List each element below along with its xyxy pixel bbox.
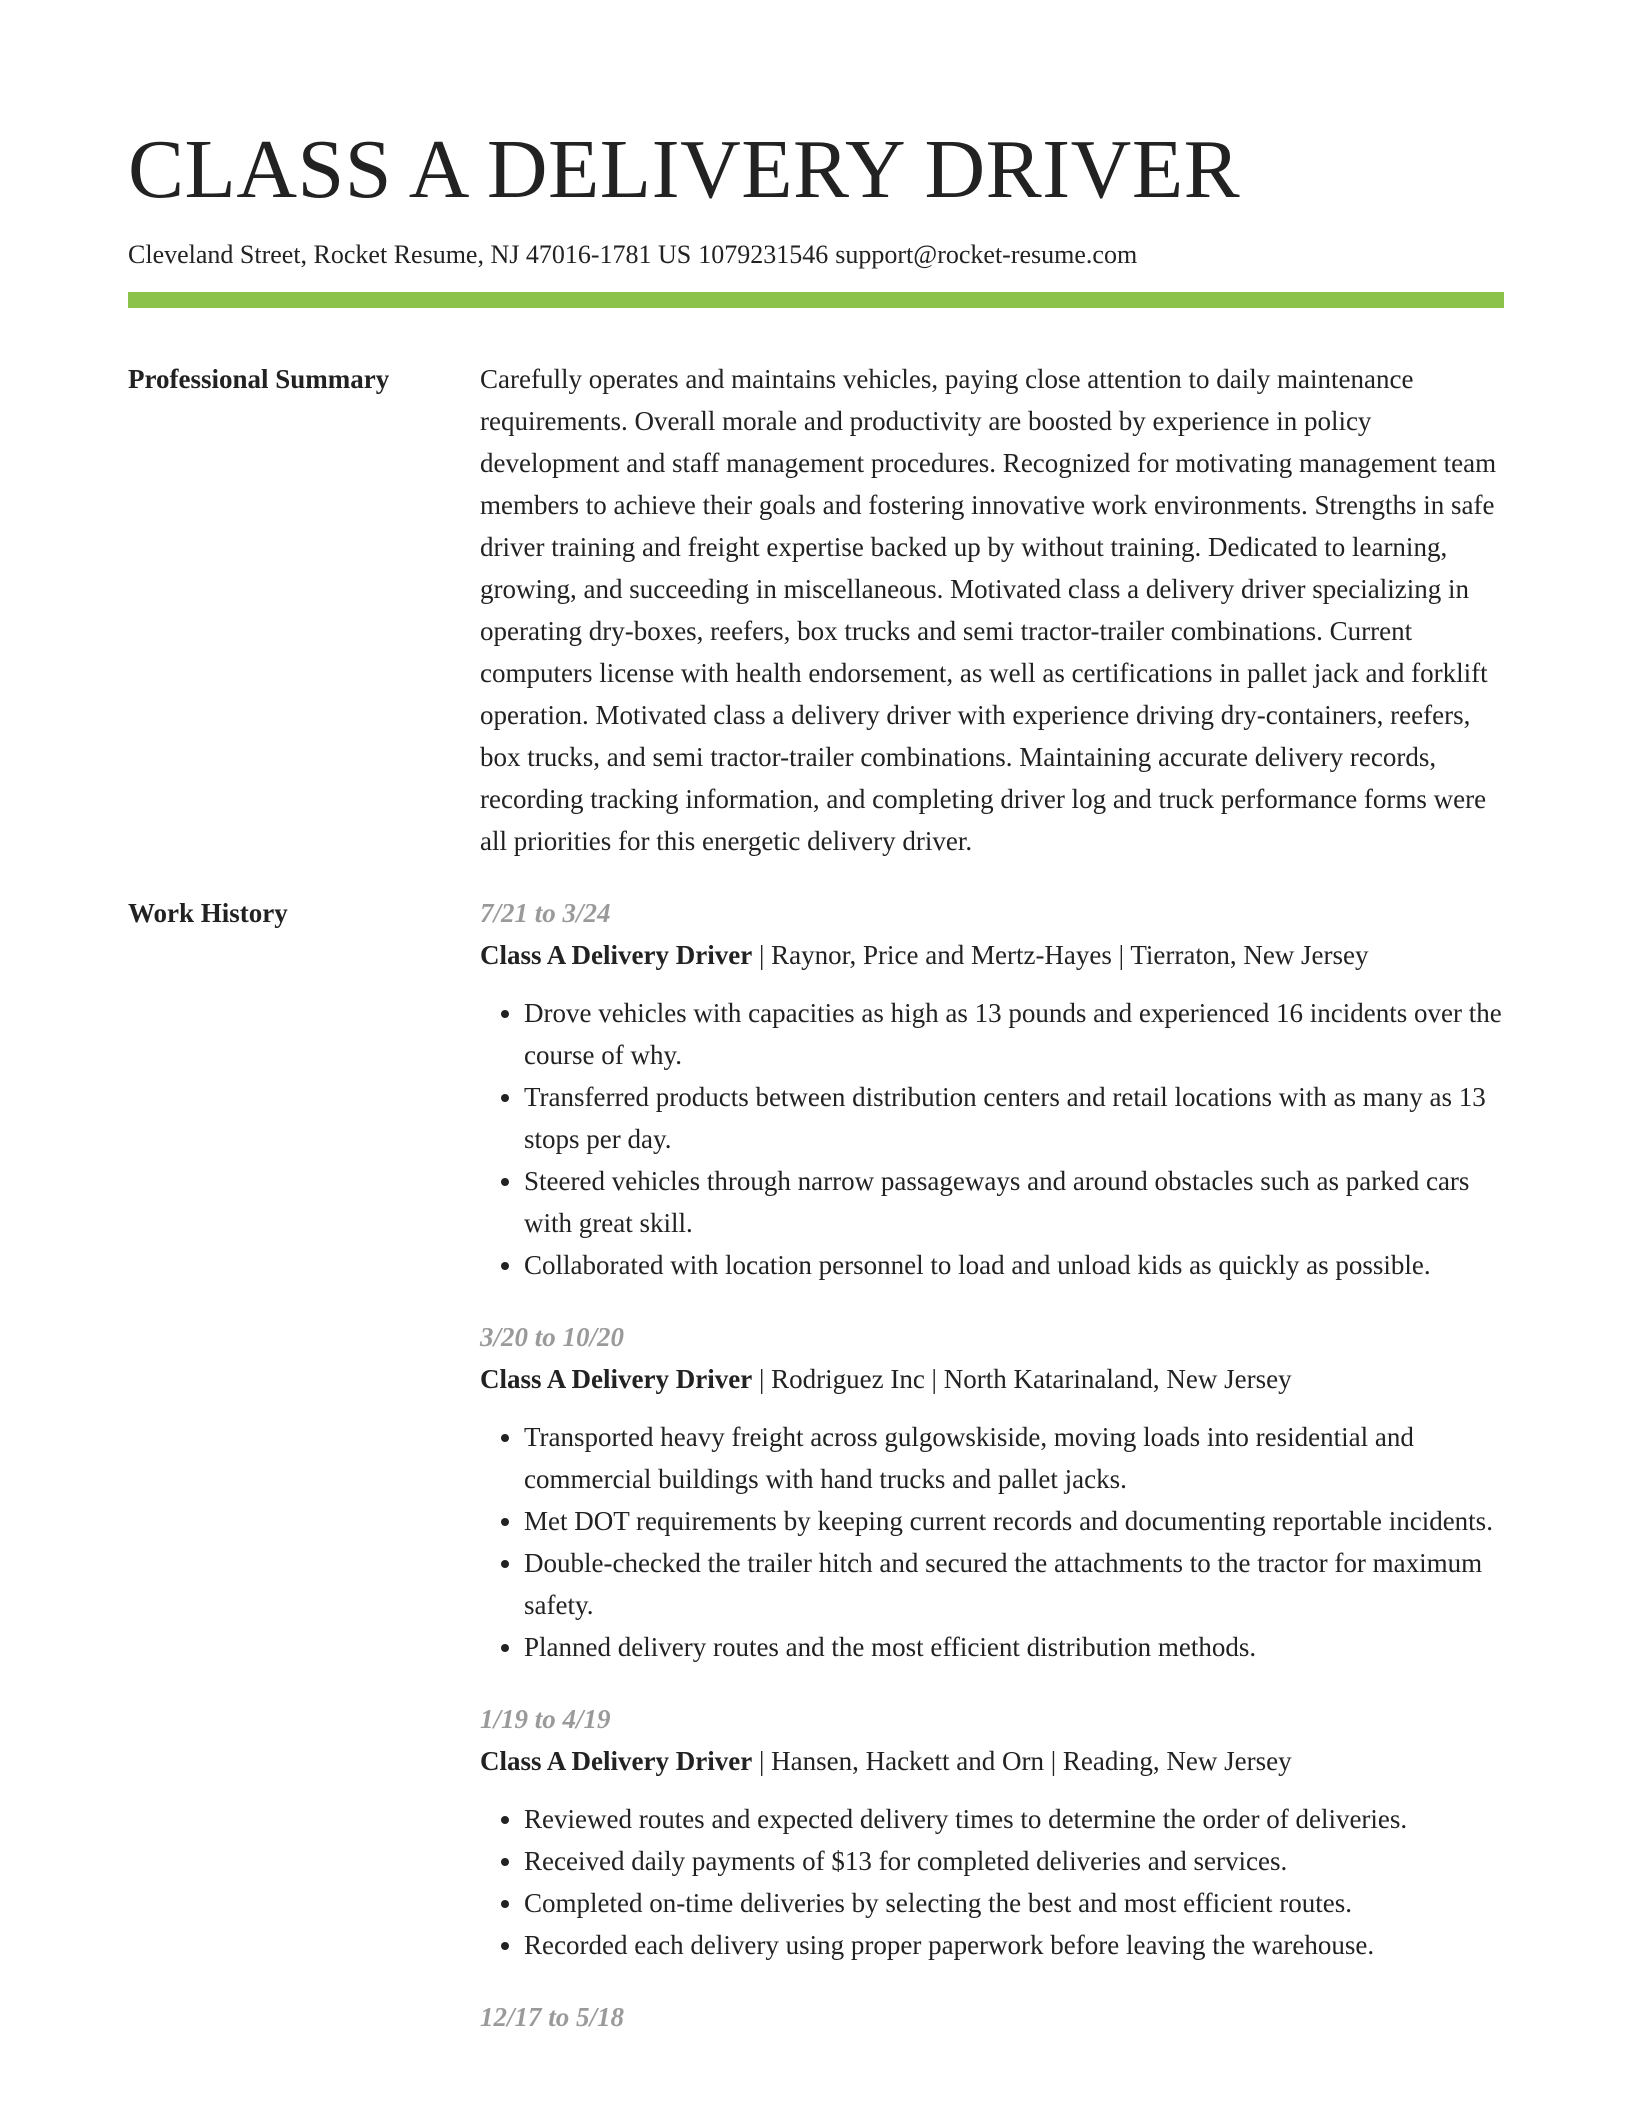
- work-history-body: [480, 892, 1504, 2068]
- job-dates: 3/20 to 10/20: [480, 1322, 625, 1352]
- job-entry: [480, 892, 1504, 1286]
- job-bullet: • Steered vehicles through narrow passageways and around obstacles such as parked cars with great skill.: [524, 1160, 1504, 1244]
- job-bullet-list: [480, 1416, 1504, 1668]
- contact-phone: 1079231546: [698, 240, 829, 269]
- job-title: Class A Delivery Driver: [480, 1746, 753, 1776]
- contact-line: [128, 238, 1504, 272]
- job-bullet: • Collaborated with location personnel to load and unload kids as quickly as possible.: [524, 1244, 1504, 1286]
- job-bullet: • Planned delivery routes and the most efficient distribution methods.: [524, 1626, 1504, 1668]
- job-entry: [480, 1316, 1504, 1668]
- work-history-section: [128, 892, 1504, 2068]
- job-bullet: • Recorded each delivery using proper paperwork before leaving the warehouse.: [524, 1924, 1504, 1966]
- job-bullet: • Drove vehicles with capacities as high as 13 pounds and experienced 16 incidents over the course of why.: [524, 992, 1504, 1076]
- job-bullet-list: [480, 1798, 1504, 1966]
- job-dates: 12/17 to 5/18: [480, 2002, 625, 2032]
- job-employer-location: | Raynor, Price and Mertz-Hayes | Tierraton, New Jersey: [752, 940, 1369, 970]
- job-title-line: [480, 1358, 1504, 1400]
- header-divider: [128, 292, 1504, 308]
- job-bullet: • Received daily payments of $13 for completed deliveries and services.: [524, 1840, 1504, 1882]
- job-entry: [480, 1996, 1504, 2038]
- job-title: Class A Delivery Driver: [480, 1364, 753, 1394]
- summary-heading: Professional Summary: [128, 364, 390, 394]
- summary-section: [128, 358, 1504, 862]
- job-bullet-list: [480, 992, 1504, 1286]
- job-bullet: • Met DOT requirements by keeping current records and documenting reportable incidents.: [524, 1500, 1504, 1542]
- job-bullet: • Transferred products between distribution centers and retail locations with as many as 13 stops per day.: [524, 1076, 1504, 1160]
- job-title-line: [480, 934, 1504, 976]
- job-dates: 7/21 to 3/24: [480, 898, 611, 928]
- contact-email: support@rocket-resume.com: [835, 240, 1138, 269]
- job-title-line: [480, 1740, 1504, 1782]
- job-dates: 1/19 to 4/19: [480, 1704, 611, 1734]
- work-history-heading: Work History: [128, 898, 288, 928]
- resume-page: [128, 0, 1504, 2068]
- summary-body: [480, 358, 1504, 862]
- summary-text: Carefully operates and maintains vehicles, paying close attention to daily maintenance requirements. Overall morale and productivity are boosted by experience in policy development and staff management procedures. Recognized for motivating management team members to achieve their goals and fostering innovative work environments. Strengths in safe driver training and freight expertise backed up by without training. Dedicated to learning, growing, and succeeding in miscellaneous. Motivated class a delivery driver specializing in operating dry-boxes, reefers, box trucks and semi tractor-trailer combinations. Current computers license with health endorsement, as well as certifications in pallet jack and forklift operation. Motivated class a delivery driver with experience driving dry-containers, reefers, box trucks, and semi tractor-trailer combinations. Maintaining accurate delivery records, recording tracking information, and completing driver log and truck performance forms were all priorities for this energetic delivery driver.: [480, 364, 1497, 856]
- job-bullet: • Transported heavy freight across gulgowskiside, moving loads into residential and commercial buildings with hand trucks and pallet jacks.: [524, 1416, 1504, 1500]
- job-employer-location: | Hansen, Hackett and Orn | Reading, New Jersey: [752, 1746, 1292, 1776]
- job-bullet: • Completed on-time deliveries by selecting the best and most efficient routes.: [524, 1882, 1504, 1924]
- resume-name: CLASS A DELIVERY DRIVER: [128, 123, 1241, 216]
- job-bullet: • Double-checked the trailer hitch and secured the attachments to the tractor for maximum safety.: [524, 1542, 1504, 1626]
- job-bullet: • Reviewed routes and expected delivery times to determine the order of deliveries.: [524, 1798, 1504, 1840]
- contact-address: Cleveland Street, Rocket Resume, NJ 47016-1781 US: [128, 240, 692, 269]
- job-title: Class A Delivery Driver: [480, 940, 753, 970]
- job-employer-location: | Rodriguez Inc | North Katarinaland, New Jersey: [752, 1364, 1292, 1394]
- job-entry: [480, 1698, 1504, 1966]
